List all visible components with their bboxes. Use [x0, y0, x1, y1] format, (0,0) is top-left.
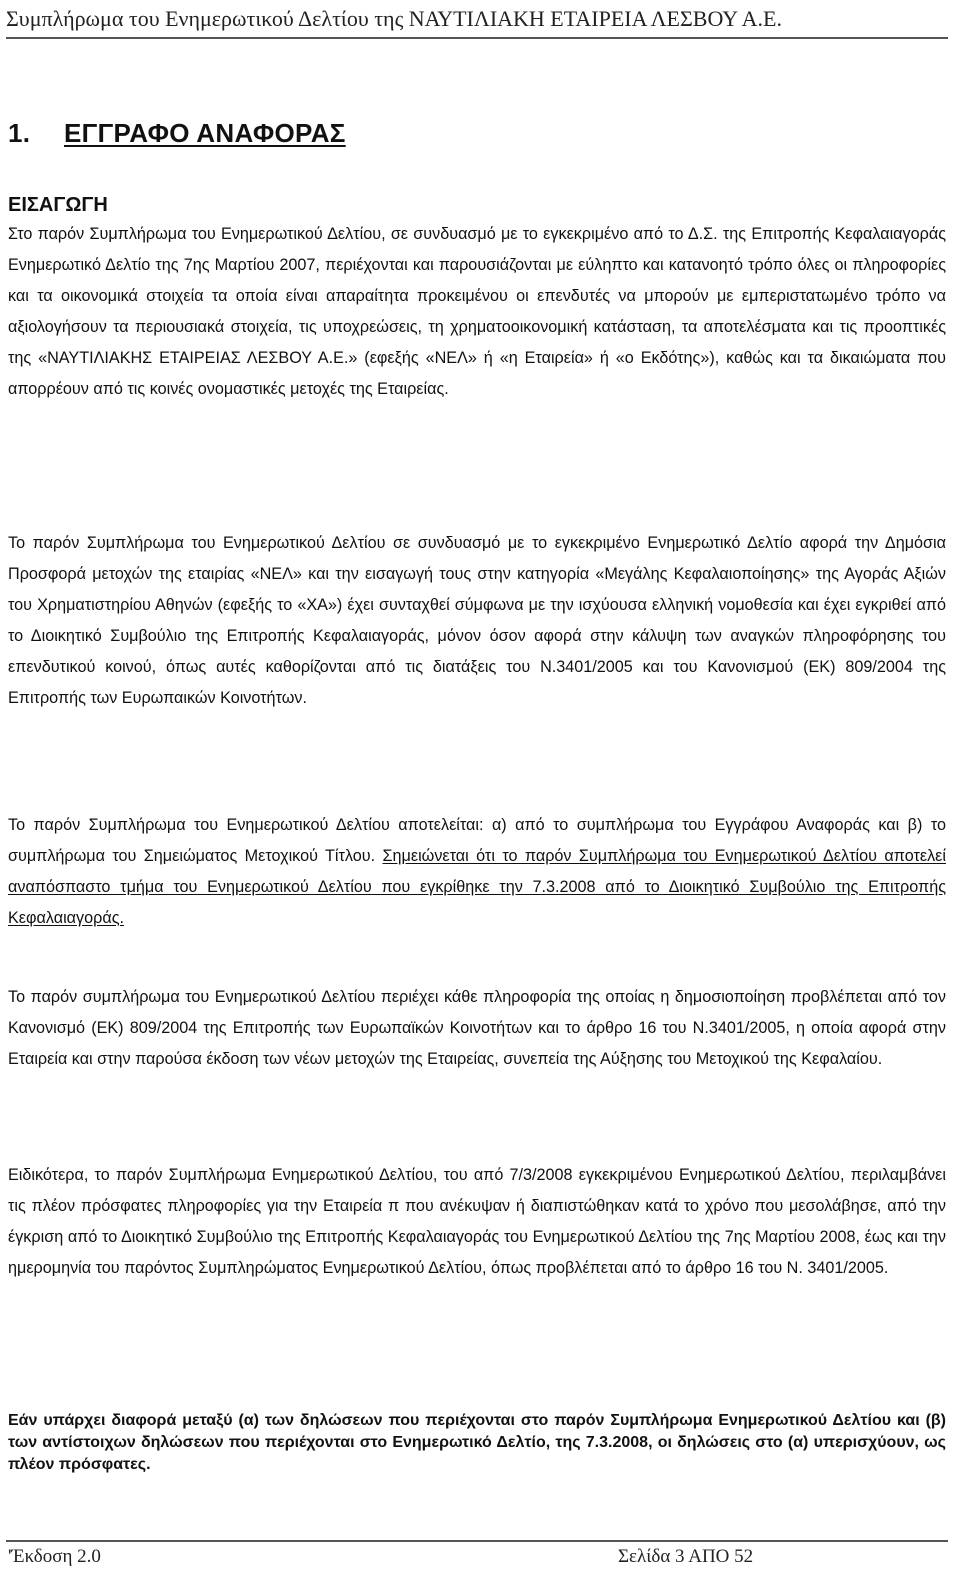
- paragraph-composition: [8, 810, 946, 934]
- document-header-title: Συμπλήρωμα του Ενημερωτικού Δελτίου της ΝΑΥΤΙΛΙΑΚΗ ΕΤΑΙΡΕΙΑ ΛΕΣΒΟΥ Α.Ε.: [6, 6, 782, 31]
- introduction-heading: ΕΙΣΑΓΩΓΗ: [8, 194, 108, 216]
- footer-edition: 'Έκδοση 2.0: [8, 1546, 101, 1567]
- paragraph-composition-underlined: Σημειώνεται ότι το παρόν Συμπλήρωμα του Ενημερωτικού Δελτίου αποτελεί αναπόσπαστο τμήμα του Ενημερωτικού Δελτίου που εγκρίθηκε την 7.3.2008 από το Διοικητικό Συμβούλιο της Επιτροπής Κεφαλαιαγοράς.: [8, 847, 946, 927]
- header-divider: [6, 37, 948, 39]
- paragraph-details: Ειδικότερα, το παρόν Συμπλήρωμα Ενημερωτικού Δελτίου, του από 7/3/2008 εγκεκριμένου Ενημερωτικού Δελτίου, περιλαμβάνει τις πλέον πρόσφατες πληροφορίες για την Εταιρεία π που ανέκυψαν ή διαπιστώθηκαν κατά το χρόνο που μεσολάβησε, από την έγκριση από το Διοικητικό Συμβούλιο της Επιτροπής Κεφαλαιαγοράς του Ενημερωτικού Δελτίου της 7ης Μαρτίου 2008, έως και την ημερομηνία του παρόντος Συμπληρώματος Ενημερωτικού Δελτίου, όπως προβλέπεται από το άρθρο 16 του Ν. 3401/2005.: [8, 1166, 946, 1277]
- section-title: ΕΓΓΡΑΦΟ ΑΝΑΦΟΡΑΣ: [64, 118, 346, 148]
- footer-page-number: Σελίδα 3 ΑΠΟ 52: [618, 1546, 754, 1567]
- section-heading: [8, 118, 346, 149]
- paragraph-scope: Το παρόν Συμπλήρωμα του Ενημερωτικού Δελτίου σε συνδυασμό με το εγκεκριμένο Ενημερωτικό Δελτίο αφορά την Δημόσια Προσφορά μετοχών της εταιρίας «ΝΕΛ» και την εισαγωγή τους στην κατηγορία «Μεγάλης Κεφαλαιοποίησης» της Αγοράς Αξιών του Χρηματιστηρίου Αθηνών (εφεξής το «ΧΑ») έχει συνταχθεί σύμφωνα με την ισχύουσα ελληνική νομοθεσία και έχει εγκριθεί από το Διοικητικό Συμβούλιο της Επιτροπής Κεφαλαιαγοράς, μόνον όσον αφορά στην κάλυψη των αναγκών πληροφόρησης του επενδυτικού κοινού, όπως αυτές καθορίζονται από τις διατάξεις του Ν.3401/2005 και του Κανονισμού (ΕΚ) 809/2004 της Επιτροπής των Ευρωπαικών Κοινοτήτων.: [8, 534, 946, 707]
- section-number: 1.: [8, 118, 31, 148]
- footer-divider: [6, 1540, 948, 1542]
- paragraph-contents: Το παρόν συμπλήρωμα του Ενημερωτικού Δελτίου περιέχει κάθε πληροφορία της οποίας η δημοσιοποίηση προβλέπεται από τον Κανονισμό (ΕΚ) 809/2004 της Επιτροπής των Ευρωπαϊκών Κοινοτήτων και το άρθρο 16 του Ν.3401/2005, η οποία αφορά στην Εταιρεία και στην παρούσα έκδοση των νέων μετοχών της Εταιρείας, συνεπεία της Αύξησης του Μετοχικού της Κεφαλαίου.: [8, 988, 946, 1068]
- paragraph-precedence-notice: Εάν υπάρχει διαφορά μεταξύ (α) των δηλώσεων που περιέχονται στο παρόν Συμπλήρωμα Ενημερωτικού Δελτίου και (β) των αντίστοιχων δηλώσεων που περιέχονται στο Ενημερωτικό Δελτίο, της 7.3.2008, οι δηλώσεις στο (α) υπερισχύουν, ως πλέον πρόσφατες.: [8, 1412, 946, 1473]
- paragraph-intro: Στο παρόν Συμπλήρωμα του Ενημερωτικού Δελτίου, σε συνδυασμό με το εγκεκριμένο από το Δ.Σ. της Επιτροπής Κεφαλαιαγοράς Ενημερωτικό Δελτίο της 7ης Μαρτίου 2007, περιέχονται και παρουσιάζονται με εύληπτο και κατανοητό τρόπο όλες οι πληροφορίες και τα οικονομικά στοιχεία τα οποία είναι απαραίτητα προκειμένου οι επενδυτές να μπορούν με εμπεριστατωμένο τρόπο να αξιολογήσουν τα περιουσιακά στοιχεία, τις υποχρεώσεις, τη χρηματοοικονομική κατάσταση, τα αποτελέσματα και τις προοπτικές της «ΝΑΥΤΙΛΙΑΚΗΣ ΕΤΑΙΡΕΙΑΣ ΛΕΣΒΟΥ Α.Ε.» (εφεξής «ΝΕΛ» ή «η Εταιρεία» ή «ο Εκδότης»), καθώς και τα δικαιώματα που απορρέουν από τις κοινές ονομαστικές μετοχές της Εταιρείας.: [8, 225, 946, 398]
- paragraph-composition-text: Το παρόν Συμπλήρωμα του Ενημερωτικού Δελτίου αποτελείται: α) από το συμπλήρωμα του Εγγράφου Αναφοράς και β) το συμπλήρωμα του Σημειώματος Μετοχικού Τίτλου.: [8, 816, 946, 865]
